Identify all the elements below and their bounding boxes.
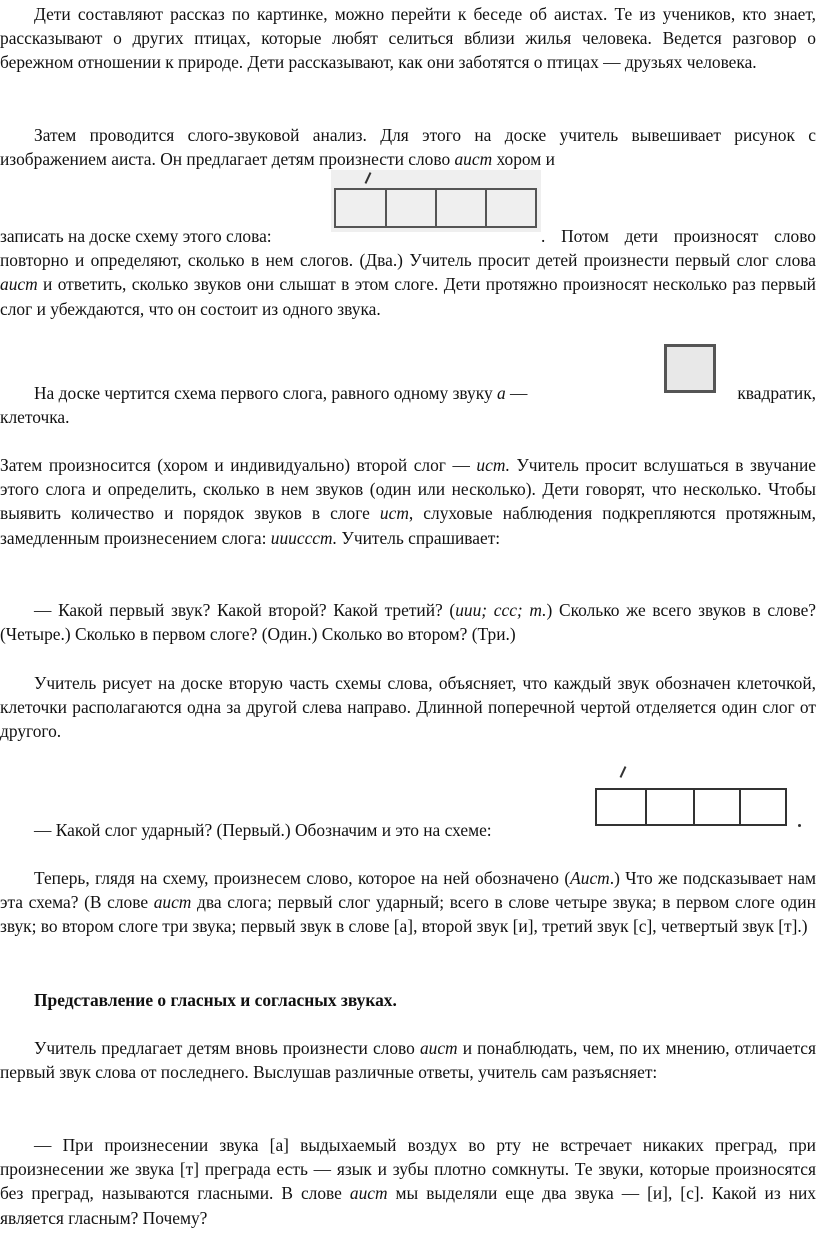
schema-cell-1 <box>334 188 387 228</box>
paragraph-syllable-analysis <box>0 123 816 171</box>
italic-word: аист <box>0 274 38 295</box>
text-fragment: — При произнесении звука [а] выдыхаемый воздух во рту не встречает никаких преград, при произнесении же звука [т] преграда есть — язык и зубы плотно сомкнуты. Те звуки, которые произносятся без преград, называются гласными. В слове <box>0 1135 816 1204</box>
text-fragment: Учитель рисует на доске вторую часть схемы слова, объясняет, что каждый звук обозначен клеточкой, клеточки располагаются одна за другой слева направо. Длинной поперечной чертой отделяется один слог от другого. <box>0 673 816 742</box>
schema-cell-2 <box>385 188 437 228</box>
paragraph-teacher-draws <box>0 671 816 744</box>
italic-sounds: иии; ссс; т. <box>455 600 547 620</box>
heading-text: Представление о гласных и согласных звуках. <box>34 990 397 1010</box>
text-fragment: и понаблюдать, чем, по их мнению, отличается первый звук слова от последнего. Выслушав различные ответы, учитель сам разъясняет: <box>0 1038 816 1083</box>
italic-word: Аист <box>570 868 610 888</box>
paragraph-read-schema <box>0 866 816 939</box>
text-fragment: записать на доске схему этого слова: <box>0 226 272 246</box>
text-fragment: — <box>505 383 528 403</box>
text-fragment: клеточка. <box>0 407 70 427</box>
text-fragment: — Какой слог ударный? (Первый.) Обозначим и это на схеме: <box>34 820 492 840</box>
paragraph-vowels-intro <box>0 1036 816 1084</box>
italic-syllable: ист. <box>476 455 510 475</box>
text-fragment: ) Сколько же всего звуков в слове? (Четыре.) Сколько в первом слоге? (Один.) Сколько во втором? (Три.) <box>0 600 816 645</box>
stress-mark <box>620 766 627 778</box>
text-fragment: квадратик, <box>737 383 816 403</box>
text-fragment: Затем проводится слого-звуковой анализ. Для этого на доске учитель вывешивает рисунок с изображением аиста. Он предлагает детям произнести слово <box>0 125 816 170</box>
text-fragment: . Потом дети произносят слово повторно и определяют, сколько в нем слогов. (Два.) Учитель просит детей произнести первый слог слова <box>0 226 816 271</box>
italic-drawn-syllable: иииссст. <box>270 527 338 548</box>
text-fragment: хором и <box>492 149 555 170</box>
single-cell-schema <box>664 344 716 393</box>
paragraph-first-syllable <box>0 381 660 405</box>
stress-mark <box>365 172 372 184</box>
paragraph-stressed-syllable <box>0 818 816 842</box>
paragraph-syllable-analysis-cont <box>0 224 816 321</box>
paragraph-second-syllable <box>0 453 816 550</box>
italic-syllable: ист <box>379 503 409 524</box>
paragraph-storks-discussion <box>0 2 816 75</box>
text-fragment: На доске чертится схема первого слога, равного одному звуку <box>34 383 497 403</box>
line-square <box>723 381 816 405</box>
text-fragment: Учитель просит вслушаться в звучание этого слога и определить, сколько в нем звуков (один или несколько). Дети говорят, что несколько. Чтобы выявить количество и порядок звуков в слоге <box>0 455 816 524</box>
schema-cell-3 <box>435 188 487 228</box>
text-fragment: два слога; первый слог ударный; всего в слове четыре звука; в первом слоге один звук; во втором слоге три звука; первый звук в слове [а], второй звук [и], третий звук [с], четвертый звук [т].) <box>0 892 816 937</box>
text-fragment: мы выделяли еще два звука — [и], [с]. Какой из них является гласным? Почему? <box>0 1183 816 1228</box>
line-cell <box>0 405 816 429</box>
paragraph-vowels-explained <box>0 1133 816 1230</box>
italic-word: аист <box>419 1038 458 1058</box>
italic-word: аист <box>349 1183 388 1204</box>
italic-sound: а <box>497 383 506 403</box>
text-fragment: — Какой первый звук? Какой второй? Какой третий? ( <box>34 600 456 620</box>
text-fragment: .) Что же подсказывает нам эта схема? (В слове <box>0 868 816 913</box>
italic-word: аист <box>153 892 192 913</box>
text-fragment: и ответить, сколько звуков они слышат в этом слоге. Дети протяжно произносят несколько раз первый слог и убеждаются, что он состоит из одного звука. <box>0 274 816 319</box>
section-heading <box>0 988 816 1012</box>
paragraph-questions <box>0 598 816 646</box>
text-fragment: , слуховые наблюдения подкрепляются протяжным, замедленным произнесением слога: <box>0 503 816 548</box>
text-fragment: Затем произносится (хором и индивидуально) второй слог — <box>0 455 477 475</box>
text-fragment: Теперь, глядя на схему, произнесем слово, которое на ней обозначено ( <box>34 868 571 888</box>
paragraph-text: Дети составляют рассказ по картинке, можно перейти к беседе об аистах. Те из учеников, кто знает, рассказывают о других птицах, которые любят селиться вблизи жилья человека. Ведется разговор о бережном отношении к природе. Дети рассказывают, как они заботятся о птицах — друзьях человека. <box>0 4 816 73</box>
italic-word: аист <box>454 149 493 170</box>
word-schema-aist <box>331 170 541 232</box>
text-fragment: Учитель предлагает детям вновь произнести слово <box>34 1038 420 1058</box>
schema-cell-4 <box>485 188 537 228</box>
text-fragment: Учитель спрашивает: <box>337 527 501 548</box>
